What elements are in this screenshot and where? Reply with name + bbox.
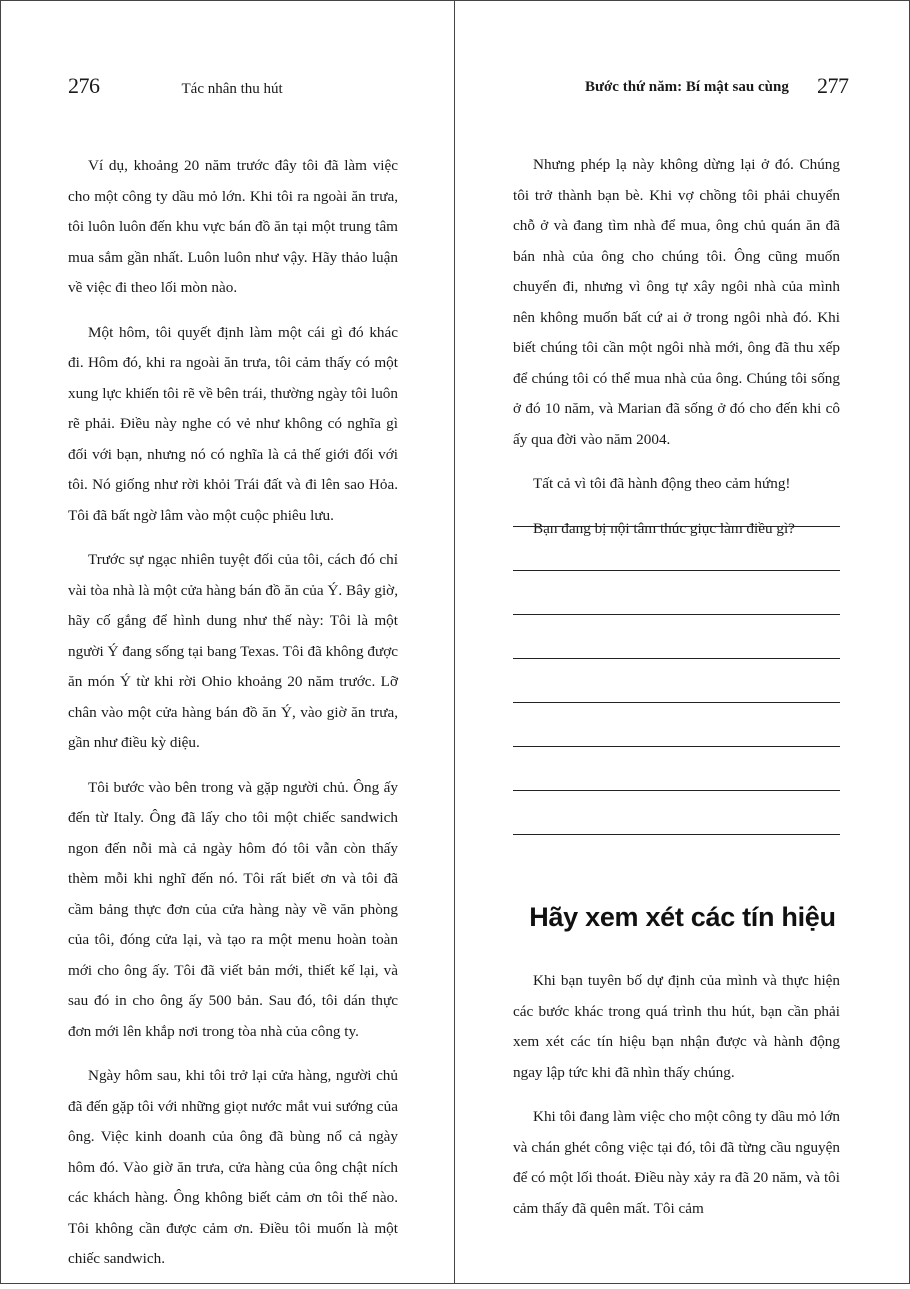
right-page-body <box>513 150 840 558</box>
paragraph: Ví dụ, khoảng 20 năm trước đây tôi đã làm việc cho một công ty dầu mỏ lớn. Khi tôi ra ngoài ăn trưa, tôi luôn luôn đến khu vực bán đồ ăn tại một trung tâm mua sắm gần nhất. Luôn luôn như vậy. Hãy thảo luận về việc đi theo lối mòn nào. <box>68 157 398 296</box>
paragraph: Tất cả vì tôi đã hành động theo cảm hứng! <box>533 475 791 492</box>
paragraph: Nhưng phép lạ này không dừng lại ở đó. Chúng tôi trở thành bạn bè. Khi vợ chồng tôi phải chuyển chỗ ở và đang tìm nhà để mua, ông chủ quán ăn đã bán nhà của ông cho chúng tôi. Ông cũng muốn chuyển đi, nhưng vì ông tự xây ngôi nhà của mình nên không muốn bất cứ ai ở trong ngôi nhà đó. Khi biết chúng tôi cần một ngôi nhà mới, ông đã thu xếp để chúng tôi có thể mua nhà của ông. Chúng tôi sống ở đó 10 năm, và Marian đã sống ở đó cho đến khi cô ấy qua đời vào năm 2004. <box>513 156 840 448</box>
section-body <box>513 966 840 1238</box>
paragraph: Khi bạn tuyên bố dự định của mình và thực hiện các bước khác trong quá trình thu hút, bạn cần phải xem xét các tín hiệu bạn nhận được và hành động ngay lập tức khi đã nhìn thấy chúng. <box>513 972 840 1081</box>
writing-lines <box>513 526 840 878</box>
left-page-header <box>68 73 283 105</box>
paragraph: Khi tôi đang làm việc cho một công ty dầu mỏ lớn và chán ghét công việc tại đó, tôi đã từng cầu nguyện để có một lối thoát. Điều này xảy ra đã 20 năm, và tôi cảm thấy đã quên mất. Tôi cảm <box>513 1108 840 1217</box>
writing-line <box>513 570 840 571</box>
writing-line <box>513 658 840 659</box>
paragraph: Một hôm, tôi quyết định làm một cái gì đó khác đi. Hôm đó, khi ra ngoài ăn trưa, tôi cảm thấy có một xung lực khiến tôi rẽ về bên trái, thường ngày tôi luôn rẽ phải. Điều này nghe có vẻ như không có nghĩa gì đối với bạn, nhưng nó có nghĩa là cả thế giới đối với tôi. Nó giống như rời khỏi Trái đất và đi lên sao Hỏa. Tôi đã bất ngờ lâm vào một cuộc phiêu lưu. <box>68 323 398 524</box>
writing-line <box>513 746 840 747</box>
page-number: 276 <box>68 73 100 98</box>
writing-line <box>513 702 840 703</box>
paragraph: Trước sự ngạc nhiên tuyệt đối của tôi, cách đó chỉ vài tòa nhà là một cửa hàng bán đồ ăn của Ý. Bây giờ, hãy cố gắng để hình dung như thế này: Tôi là một người Ý đang sống tại bang Texas. Tôi đã không được ăn món Ý từ khi rời Ohio khoảng 20 năm trước. Lỡ chân vào một cửa hàng bán đồ ăn Ý, vào giờ ăn trưa, gần như điều kỳ diệu. <box>68 551 398 751</box>
paragraph: Tôi bước vào bên trong và gặp người chủ. Ông ấy đến từ Italy. Ông đã lấy cho tôi một chiếc sandwich ngon đến nỗi mà cả ngày hôm đó tôi vẫn còn thấy thèm mỗi khi nghĩ đến nó. Tôi rất biết ơn và tôi đã cầm bảng thực đơn của cửa hàng này về văn phòng của tôi, đóng cửa lại, và tạo ra một menu hoàn toàn mới cho ông ấy. Tôi đã viết bản mới, thiết kế lại, và sau đó in cho ông ấy 500 bản. Sau đó, tôi dán thực đơn mới lên khắp nơi trong tòa nhà của công ty. <box>68 778 398 1040</box>
page-number: 277 <box>817 73 849 98</box>
left-page-body <box>68 151 398 1289</box>
running-head: Bước thứ năm: Bí mật sau cùng <box>585 79 789 95</box>
writing-line <box>513 614 840 615</box>
paragraph: Bạn đang bị nội tâm thúc giục làm điều gì? <box>533 519 795 537</box>
paragraph: Ngày hôm sau, khi tôi trở lại cửa hàng, người chủ đã đến gặp tôi với những giọt nước mắt vui sướng của ông. Việc kinh doanh của ông đã bùng nổ cả ngày hôm đó. Vào giờ ăn trưa, cửa hàng của ông chật ních các khách hàng. Ông không biết cảm ơn tôi thế nào. Tôi không cần được cảm ơn. Điều tôi muốn là một chiếc sandwich. <box>68 1067 398 1267</box>
section-title: Hãy xem xét các tín hiệu <box>529 902 836 932</box>
right-page-header <box>455 73 910 105</box>
writing-line <box>513 834 840 835</box>
writing-line <box>513 790 840 791</box>
running-head: Tác nhân thu hút <box>181 81 283 97</box>
left-page <box>0 0 455 1284</box>
writing-line <box>513 526 840 527</box>
